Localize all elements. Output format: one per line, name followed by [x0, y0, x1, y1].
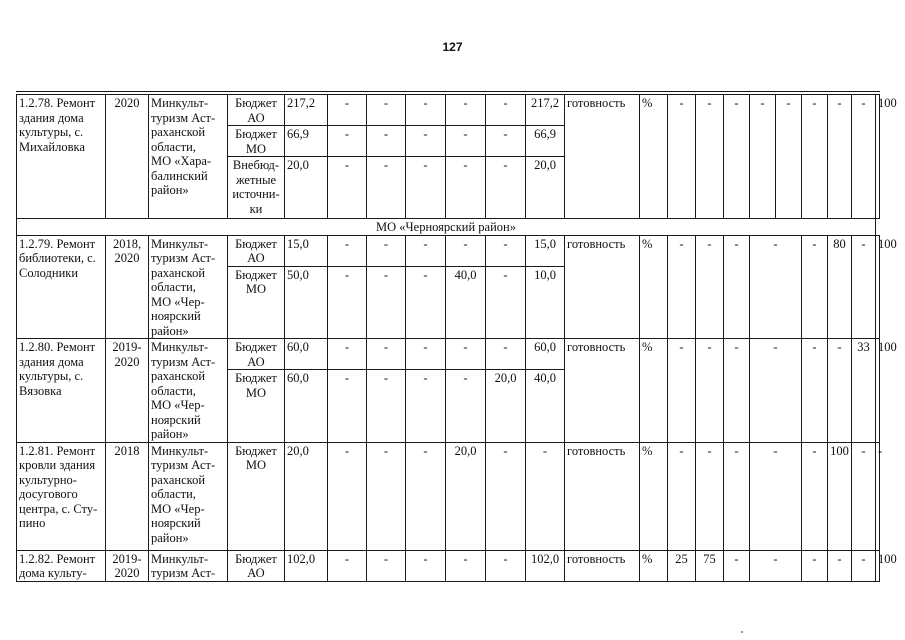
indicator-name: готовность — [565, 95, 640, 219]
indicator-name: готовность — [565, 550, 640, 581]
funding-year-value: - — [328, 126, 367, 157]
executor-line: МО «Чер- — [151, 294, 205, 309]
measure-name-line: дома культу- — [19, 566, 87, 580]
measure-years-line: 2020 — [114, 251, 140, 265]
indicator-plan-value: - — [802, 95, 828, 219]
funding-year-value: - — [328, 235, 367, 266]
measure-name — [17, 550, 106, 581]
funding-year-value: - — [446, 235, 486, 266]
measure-name-line: культуры, с. — [19, 369, 84, 383]
indicator-plan-value: 75 — [696, 550, 724, 581]
indicator-plan-value: 25 — [668, 550, 696, 581]
funding-source-line: Бюджет — [235, 443, 277, 458]
executor-line: туризм Аст- — [151, 110, 216, 125]
indicator-plan-value: - — [724, 442, 750, 550]
funding-year-value: - — [328, 442, 367, 550]
funding-source-line: жетные — [235, 172, 277, 187]
funding-total: 217,2 — [285, 95, 328, 126]
executor-line: МО «Хара- — [151, 154, 212, 168]
funding-year-value: - — [446, 126, 486, 157]
funding-source-line: ки — [249, 201, 263, 216]
funding-source-line: МО — [245, 458, 267, 472]
funding-year-value: - — [486, 235, 526, 266]
executor-line: район» — [151, 323, 189, 338]
executor — [149, 95, 228, 219]
executor-line: район» — [151, 530, 189, 545]
funding-year-value: 60,0 — [526, 339, 565, 370]
executor-line: МО «Чер- — [151, 501, 205, 516]
executor-line: области, — [151, 487, 196, 501]
funding-year-value: - — [328, 370, 367, 442]
executor-line: район» — [151, 183, 189, 197]
funding-year-value: - — [446, 550, 486, 581]
indicator-plan-value: - — [802, 442, 828, 550]
executor-line: туризм Аст- — [151, 251, 216, 265]
measure-name-line: культуры, с. — [19, 125, 84, 139]
funding-year-value: - — [406, 266, 446, 338]
executor-line: раханской — [151, 265, 206, 280]
page-number: 127 — [442, 40, 463, 54]
funding-year-value: - — [328, 157, 367, 219]
indicator-plan-value: 33 — [852, 339, 876, 443]
funding-year-value: - — [367, 157, 406, 219]
budget-table — [16, 94, 897, 582]
funding-source-line: Внебюд- — [232, 158, 280, 172]
funding-year-value: 10,0 — [526, 266, 565, 338]
funding-year-value: - — [526, 442, 565, 550]
funding-year-value: - — [367, 235, 406, 266]
funding-year-value: - — [406, 550, 446, 581]
funding-source-line: МО — [245, 141, 267, 156]
funding-source-line: МО — [245, 385, 267, 400]
table-row — [17, 235, 880, 266]
funding-year-value: - — [406, 442, 446, 550]
table-row — [17, 95, 880, 126]
table-body — [17, 95, 897, 582]
measure-years-line: 2018, — [112, 236, 142, 251]
indicator-final-value: 100 — [876, 95, 880, 219]
funding-year-value: - — [367, 550, 406, 581]
measure-name-line: здания дома — [19, 354, 84, 369]
indicator-plan-value: - — [852, 235, 876, 339]
measure-name-line: пино — [19, 516, 46, 530]
measure-years-line: 2018 — [114, 443, 140, 458]
executor — [149, 235, 228, 339]
measure-name — [17, 95, 106, 219]
indicator-plan-value: - — [724, 339, 750, 443]
funding-year-value: 20,0 — [526, 157, 565, 219]
indicator-plan-value: 80 — [828, 235, 852, 339]
funding-year-value: - — [406, 157, 446, 219]
funding-source-line: АО — [247, 110, 265, 125]
measure-name-line: культурно- — [19, 472, 77, 487]
executor-line: Минкульт- — [151, 443, 209, 458]
indicator-plan-value: - — [696, 95, 724, 219]
funding-source — [228, 157, 285, 219]
executor-line: раханской — [151, 125, 206, 139]
funding-year-value: - — [367, 442, 406, 550]
funding-source-line: МО — [245, 282, 267, 297]
indicator-plan-value: - — [828, 339, 852, 443]
funding-source — [228, 95, 285, 126]
measure-years-line: 2019- — [112, 340, 142, 354]
indicator-plan-value: - — [750, 339, 802, 443]
measure-name-line: 1.2.79. Ремонт — [19, 236, 96, 251]
executor-line: туризм Аст- — [151, 566, 216, 580]
measure-name-line: центра, с. Сту- — [19, 501, 98, 516]
funding-source — [228, 370, 285, 442]
section-title: МО «Черноярский район» — [17, 219, 876, 236]
indicator-plan-value: - — [852, 550, 876, 581]
funding-year-value: - — [367, 126, 406, 157]
funding-year-value: - — [328, 339, 367, 370]
funding-year-value: 20,0 — [486, 370, 526, 442]
measure-name — [17, 235, 106, 339]
indicator-unit: % — [640, 442, 668, 550]
measure-years-line: 2020 — [114, 354, 140, 369]
funding-year-value: - — [486, 126, 526, 157]
funding-year-value: - — [367, 266, 406, 338]
executor-line: области, — [151, 139, 196, 154]
indicator-unit: % — [640, 235, 668, 339]
measure-name — [17, 442, 106, 550]
indicator-final-value: - — [876, 442, 880, 550]
funding-year-value: - — [367, 339, 406, 370]
indicator-unit: % — [640, 550, 668, 581]
measure-years — [106, 442, 149, 550]
indicator-plan-value: - — [750, 235, 802, 339]
funding-source-line: Бюджет — [235, 371, 277, 386]
executor-line: Минкульт- — [151, 96, 209, 110]
funding-year-value: - — [446, 157, 486, 219]
executor — [149, 339, 228, 443]
executor-line: Минкульт- — [151, 551, 209, 566]
indicator-name: готовность — [565, 235, 640, 339]
measure-name-line: 1.2.80. Ремонт — [19, 340, 96, 354]
measure-years — [106, 235, 149, 339]
measure-name-line: 1.2.81. Ремонт — [19, 443, 96, 458]
measure-years-line: 2020 — [114, 96, 140, 110]
funding-source — [228, 339, 285, 370]
funding-year-value: - — [486, 339, 526, 370]
executor — [149, 442, 228, 550]
executor-line: раханской — [151, 369, 206, 383]
measure-years — [106, 550, 149, 581]
funding-source-line: Бюджет — [235, 127, 277, 141]
funding-source-line: Бюджет — [235, 236, 277, 251]
funding-source-line: Бюджет — [235, 340, 277, 354]
measure-name-line: Михайловка — [19, 139, 85, 154]
indicator-plan-value: - — [724, 550, 750, 581]
indicator-plan-value: 100 — [828, 442, 852, 550]
funding-year-value: - — [367, 370, 406, 442]
measure-name-line: кровли здания — [19, 458, 96, 472]
funding-year-value: 40,0 — [446, 266, 486, 338]
funding-year-value: - — [486, 266, 526, 338]
funding-source — [228, 235, 285, 266]
measure-name-line: 1.2.82. Ремонт — [19, 551, 96, 566]
funding-year-value: - — [486, 157, 526, 219]
measure-name-line: досугового — [19, 487, 78, 501]
measure-name-line: здания дома — [19, 110, 84, 125]
funding-year-value: - — [328, 550, 367, 581]
indicator-plan-value: - — [696, 339, 724, 443]
funding-year-value: - — [328, 266, 367, 338]
funding-year-value: 15,0 — [526, 235, 565, 266]
executor-line: район» — [151, 427, 189, 441]
measure-name-line: Вязовка — [19, 383, 62, 398]
measure-years — [106, 95, 149, 219]
indicator-plan-value: - — [802, 339, 828, 443]
executor-line: Минкульт- — [151, 340, 209, 354]
funding-year-value: - — [446, 95, 486, 126]
indicator-plan-value: - — [668, 442, 696, 550]
funding-year-value: - — [406, 126, 446, 157]
indicator-plan-value: - — [696, 442, 724, 550]
funding-source-line: АО — [247, 566, 265, 580]
funding-year-value: - — [406, 339, 446, 370]
executor-line: Минкульт- — [151, 236, 209, 251]
indicator-plan-value: - — [852, 95, 876, 219]
measure-years-line: 2020 — [114, 566, 140, 580]
funding-source-line: АО — [247, 354, 265, 369]
executor-line: туризм Аст- — [151, 458, 216, 472]
funding-source — [228, 126, 285, 157]
indicator-plan-value: - — [750, 95, 776, 219]
measure-years-line: 2019- — [112, 551, 142, 566]
funding-year-value: - — [406, 95, 446, 126]
funding-source-line: Бюджет — [235, 96, 277, 110]
table-row — [17, 339, 880, 370]
section-row — [17, 219, 880, 236]
executor-line: ноярский — [151, 412, 201, 427]
funding-total: 66,9 — [285, 126, 328, 157]
executor-line: МО «Чер- — [151, 398, 205, 412]
executor-line: туризм Аст- — [151, 354, 216, 369]
funding-year-value: - — [446, 370, 486, 442]
funding-total: 20,0 — [285, 157, 328, 219]
scan-speck — [741, 631, 743, 633]
funding-year-value: 66,9 — [526, 126, 565, 157]
measure-name-line: Солодники — [19, 265, 79, 280]
indicator-plan-value: - — [750, 550, 802, 581]
indicator-name: готовность — [565, 339, 640, 443]
funding-year-value: 20,0 — [446, 442, 486, 550]
funding-total: 60,0 — [285, 339, 328, 370]
funding-total: 50,0 — [285, 266, 328, 338]
funding-source-line: источни- — [232, 187, 280, 201]
funding-year-value: - — [367, 95, 406, 126]
indicator-plan-value: - — [750, 442, 802, 550]
measure-name — [17, 339, 106, 443]
funding-year-value: - — [328, 95, 367, 126]
indicator-plan-value: - — [828, 550, 852, 581]
funding-year-value: - — [486, 550, 526, 581]
table-row — [17, 550, 880, 581]
indicator-name: готовность — [565, 442, 640, 550]
funding-source — [228, 266, 285, 338]
measure-name-line: 1.2.78. Ремонт — [19, 96, 96, 110]
executor-line: ноярский — [151, 516, 201, 530]
executor-line: балинский — [151, 168, 208, 183]
funding-source — [228, 550, 285, 581]
funding-total: 60,0 — [285, 370, 328, 442]
indicator-plan-value: - — [668, 95, 696, 219]
indicator-plan-value: - — [724, 235, 750, 339]
funding-year-value: - — [406, 370, 446, 442]
indicator-plan-value: - — [852, 442, 876, 550]
indicator-plan-value: - — [828, 95, 852, 219]
funding-year-value: - — [486, 95, 526, 126]
funding-year-value: 217,2 — [526, 95, 565, 126]
indicator-final-value: 100 — [876, 339, 880, 443]
executor-line: ноярский — [151, 309, 201, 323]
executor-line: области, — [151, 280, 196, 294]
indicator-unit: % — [640, 95, 668, 219]
funding-source — [228, 442, 285, 550]
table-top-rule — [16, 91, 880, 92]
executor-line: области, — [151, 383, 196, 398]
table-row — [17, 442, 880, 550]
indicator-plan-value: - — [668, 235, 696, 339]
indicator-plan-value: - — [776, 95, 802, 219]
executor-line: раханской — [151, 472, 206, 487]
indicator-unit: % — [640, 339, 668, 443]
indicator-final-value: 100 — [876, 550, 880, 581]
indicator-plan-value: - — [802, 235, 828, 339]
measure-years — [106, 339, 149, 443]
funding-total: 20,0 — [285, 442, 328, 550]
executor — [149, 550, 228, 581]
funding-year-value: 102,0 — [526, 550, 565, 581]
funding-source-line: Бюджет — [235, 267, 277, 282]
funding-total: 102,0 — [285, 550, 328, 581]
funding-year-value: - — [486, 442, 526, 550]
funding-source-line: АО — [247, 251, 265, 265]
funding-year-value: - — [446, 339, 486, 370]
funding-source-line: Бюджет — [235, 551, 277, 566]
indicator-plan-value: - — [668, 339, 696, 443]
funding-total: 15,0 — [285, 235, 328, 266]
indicator-plan-value: - — [696, 235, 724, 339]
indicator-plan-value: - — [802, 550, 828, 581]
funding-year-value: - — [406, 235, 446, 266]
measure-name-line: библиотеки, с. — [19, 251, 96, 265]
indicator-plan-value: - — [724, 95, 750, 219]
funding-year-value: 40,0 — [526, 370, 565, 442]
indicator-final-value: 100 — [876, 235, 880, 339]
